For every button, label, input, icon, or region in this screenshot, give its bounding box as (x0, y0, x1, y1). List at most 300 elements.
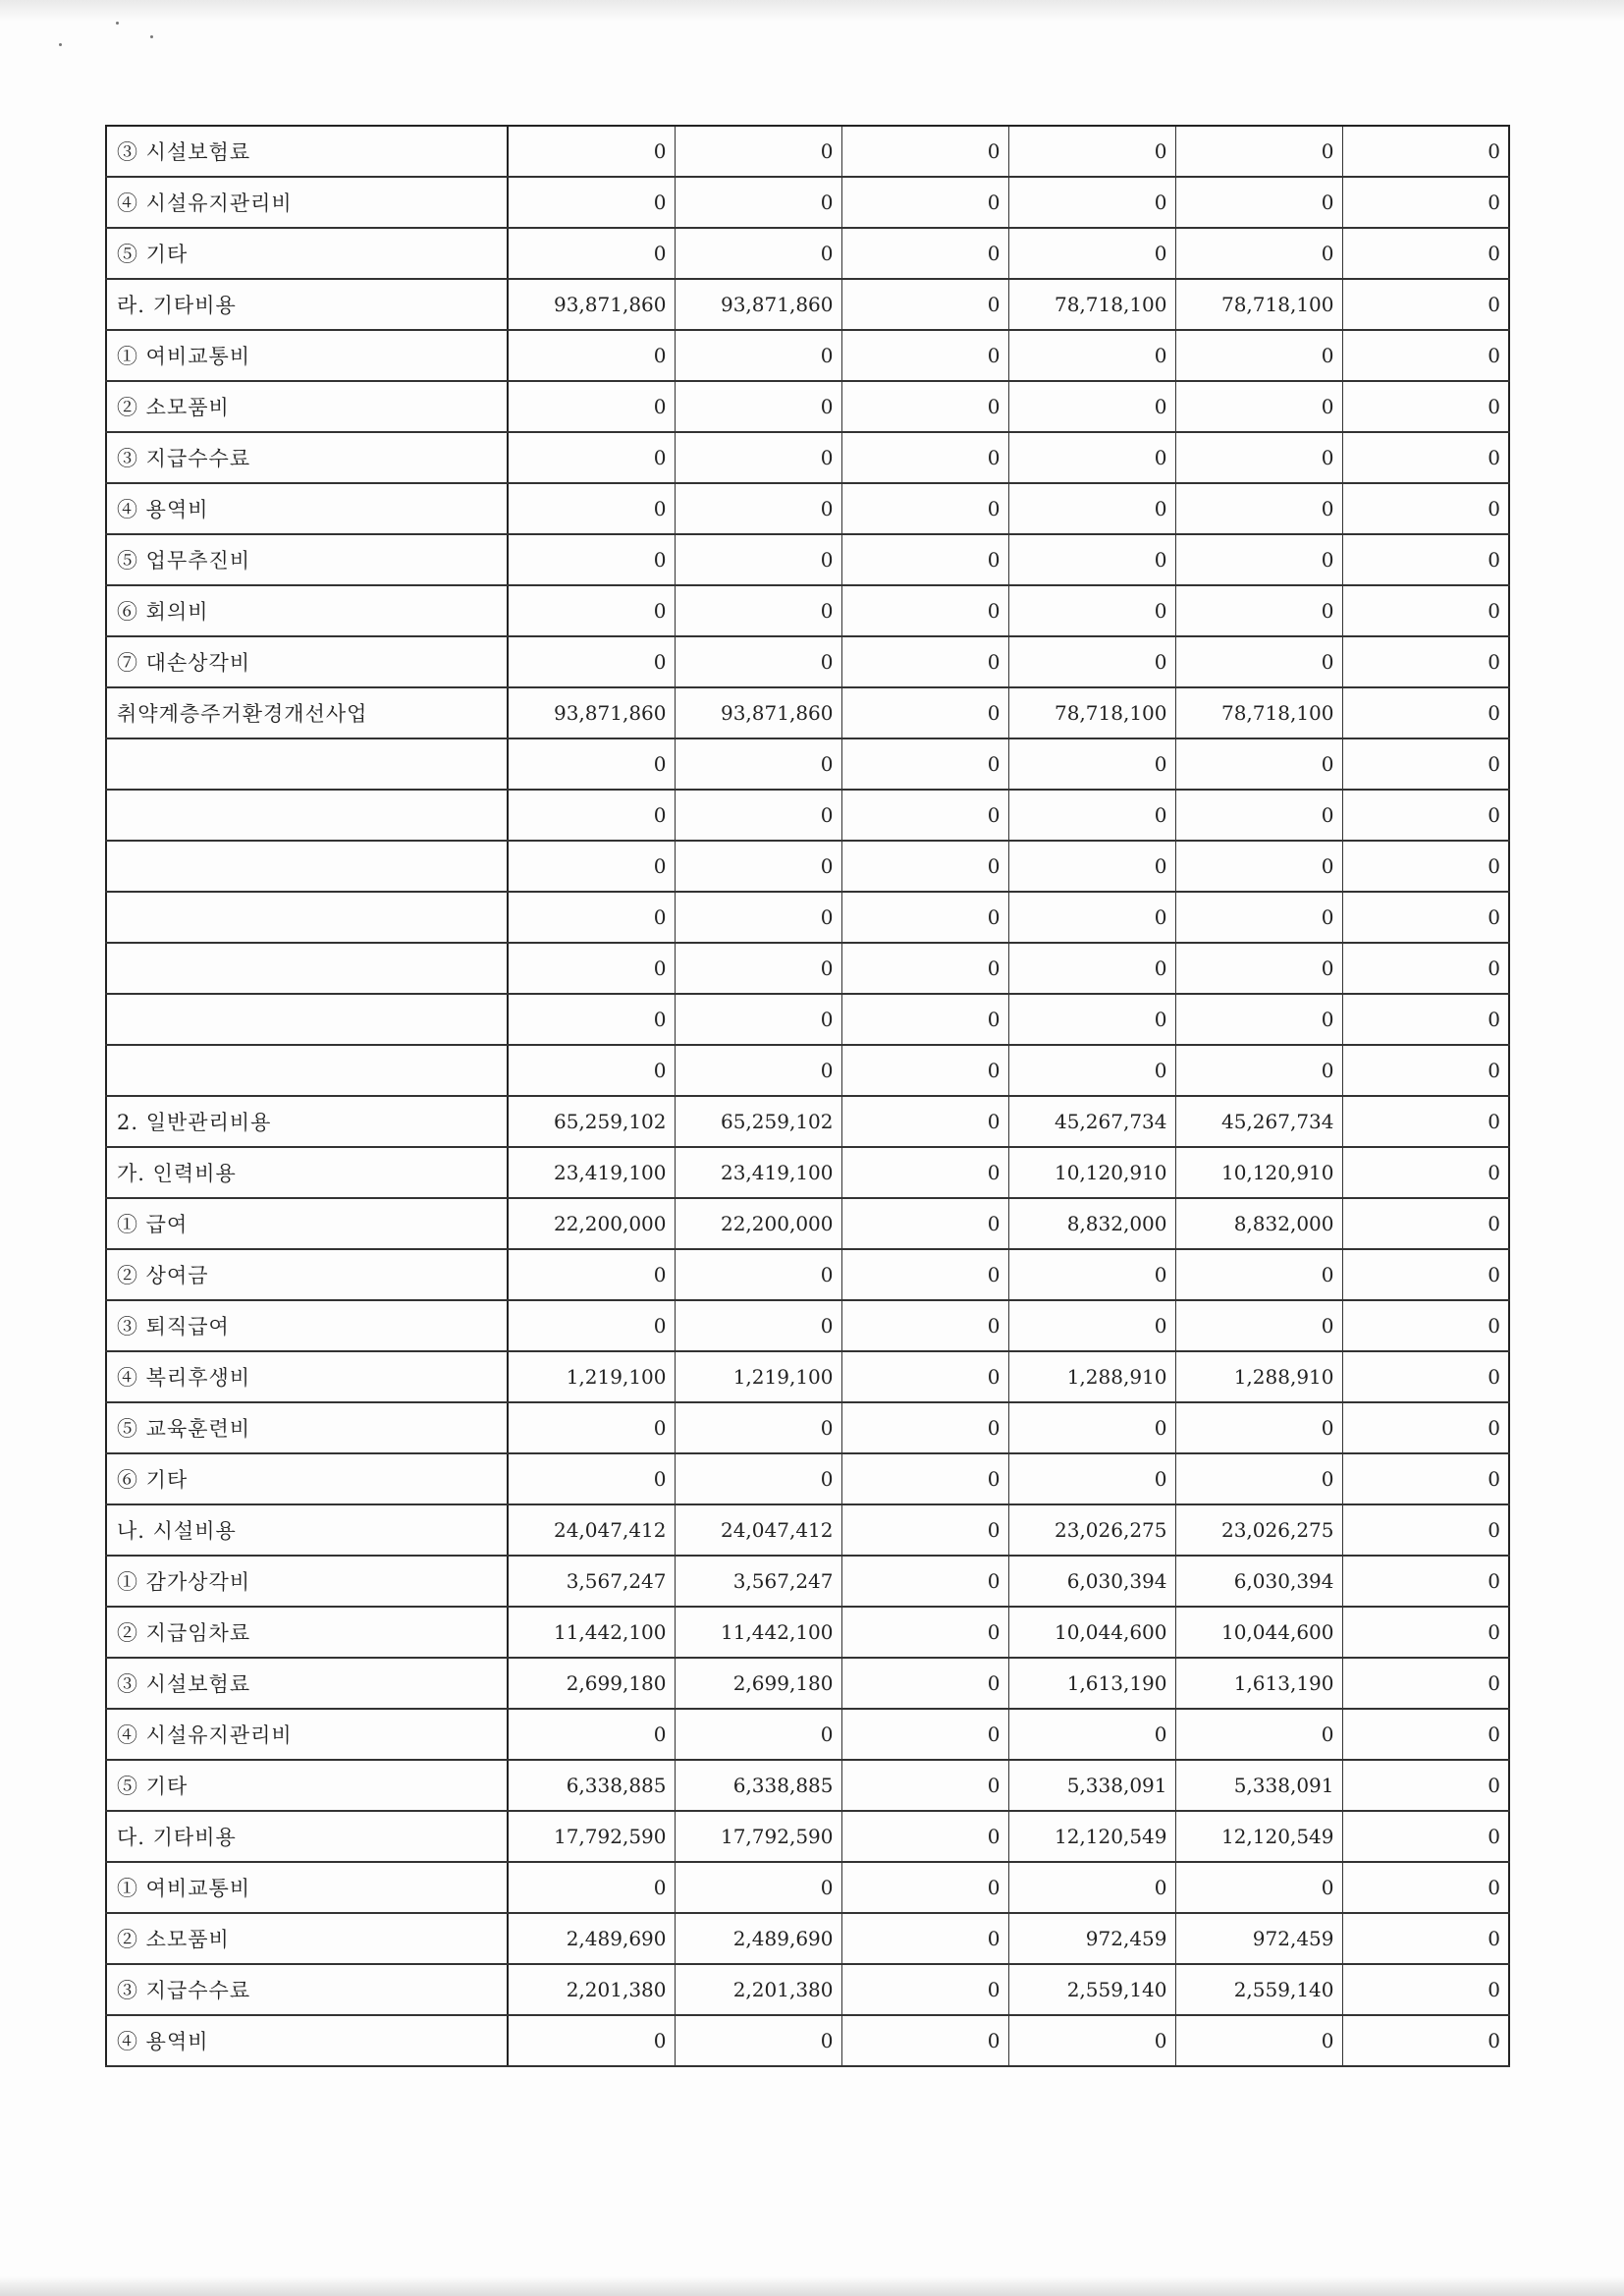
amount-cell: 6,338,885 (508, 1760, 675, 1811)
amount-cell: 0 (841, 1811, 1008, 1862)
amount-cell: 0 (508, 1862, 675, 1913)
amount-cell: 2,201,380 (508, 1964, 675, 2015)
amount-cell: 0 (841, 279, 1008, 330)
amount-cell: 0 (508, 381, 675, 432)
table-row (106, 841, 1509, 892)
amount-cell: 0 (675, 1045, 841, 1096)
row-label: ③ 지급수수료 (106, 432, 508, 483)
amount-cell: 0 (1175, 330, 1342, 381)
amount-cell: 0 (675, 483, 841, 534)
amount-cell: 0 (1008, 534, 1175, 585)
amount-cell: 0 (675, 738, 841, 790)
amount-cell: 0 (841, 790, 1008, 841)
amount-cell: 0 (1175, 483, 1342, 534)
amount-cell: 3,567,247 (675, 1556, 841, 1607)
amount-cell: 0 (508, 483, 675, 534)
row-label (106, 943, 508, 994)
amount-cell: 0 (1175, 585, 1342, 636)
amount-cell: 0 (675, 841, 841, 892)
amount-cell: 8,832,000 (1175, 1198, 1342, 1249)
amount-cell: 0 (508, 994, 675, 1045)
amount-cell: 0 (841, 943, 1008, 994)
amount-cell: 0 (1008, 994, 1175, 1045)
amount-cell: 0 (508, 534, 675, 585)
row-label (106, 738, 508, 790)
amount-cell: 23,026,275 (1008, 1504, 1175, 1556)
amount-cell: 0 (841, 432, 1008, 483)
amount-cell: 0 (1342, 1453, 1509, 1504)
amount-cell: 2,489,690 (508, 1913, 675, 1964)
amount-cell: 78,718,100 (1175, 279, 1342, 330)
amount-cell: 0 (508, 228, 675, 279)
row-label: ① 여비교통비 (106, 1862, 508, 1913)
amount-cell: 0 (508, 1453, 675, 1504)
row-label: ⑥ 회의비 (106, 585, 508, 636)
amount-cell: 0 (675, 381, 841, 432)
amount-cell: 0 (841, 636, 1008, 687)
amount-cell: 0 (1175, 177, 1342, 228)
amount-cell: 5,338,091 (1008, 1760, 1175, 1811)
scan-speck (150, 35, 153, 38)
amount-cell: 0 (1175, 534, 1342, 585)
table-row (106, 1760, 1509, 1811)
expense-ledger-table (105, 125, 1510, 2067)
row-label: ③ 퇴직급여 (106, 1300, 508, 1351)
amount-cell: 0 (1342, 228, 1509, 279)
amount-cell: 0 (1008, 1862, 1175, 1913)
amount-cell: 0 (675, 126, 841, 177)
table-row (106, 126, 1509, 177)
amount-cell: 0 (1342, 790, 1509, 841)
amount-cell: 0 (508, 2015, 675, 2066)
amount-cell: 0 (1175, 381, 1342, 432)
amount-cell: 0 (1008, 585, 1175, 636)
amount-cell: 0 (1175, 1453, 1342, 1504)
amount-cell: 0 (841, 1607, 1008, 1658)
amount-cell: 0 (1342, 1504, 1509, 1556)
amount-cell: 0 (508, 432, 675, 483)
amount-cell: 93,871,860 (675, 279, 841, 330)
amount-cell: 0 (1008, 1300, 1175, 1351)
amount-cell: 1,219,100 (508, 1351, 675, 1402)
amount-cell: 0 (841, 1045, 1008, 1096)
amount-cell: 0 (841, 1760, 1008, 1811)
table-row (106, 330, 1509, 381)
amount-cell: 0 (675, 790, 841, 841)
amount-cell: 2,559,140 (1175, 1964, 1342, 2015)
amount-cell: 0 (1175, 1862, 1342, 1913)
table-row (106, 1556, 1509, 1607)
amount-cell: 11,442,100 (675, 1607, 841, 1658)
amount-cell: 0 (841, 1147, 1008, 1198)
amount-cell: 0 (675, 330, 841, 381)
table-row (106, 1504, 1509, 1556)
amount-cell: 3,567,247 (508, 1556, 675, 1607)
amount-cell: 0 (841, 1453, 1008, 1504)
amount-cell: 0 (1342, 1607, 1509, 1658)
amount-cell: 0 (1175, 126, 1342, 177)
amount-cell: 0 (841, 1198, 1008, 1249)
amount-cell: 0 (508, 585, 675, 636)
amount-cell: 0 (675, 1453, 841, 1504)
table-row (106, 1913, 1509, 1964)
row-label: 취약계층주거환경개선사업 (106, 687, 508, 738)
table-row (106, 2015, 1509, 2066)
scan-shadow-bottom (0, 2276, 1624, 2296)
table-row (106, 687, 1509, 738)
amount-cell: 0 (1342, 1351, 1509, 1402)
amount-cell: 0 (841, 483, 1008, 534)
amount-cell: 93,871,860 (508, 279, 675, 330)
table-row (106, 1402, 1509, 1453)
amount-cell: 23,419,100 (675, 1147, 841, 1198)
amount-cell: 0 (1342, 892, 1509, 943)
table-row (106, 483, 1509, 534)
amount-cell: 0 (841, 1658, 1008, 1709)
table-row (106, 1964, 1509, 2015)
amount-cell: 10,044,600 (1008, 1607, 1175, 1658)
amount-cell: 0 (1342, 1709, 1509, 1760)
amount-cell: 0 (1342, 1811, 1509, 1862)
amount-cell: 0 (1175, 738, 1342, 790)
row-label: 가. 인력비용 (106, 1147, 508, 1198)
amount-cell: 0 (841, 1402, 1008, 1453)
amount-cell: 0 (1342, 841, 1509, 892)
amount-cell: 6,030,394 (1175, 1556, 1342, 1607)
amount-cell: 0 (1008, 1045, 1175, 1096)
amount-cell: 0 (1175, 1300, 1342, 1351)
amount-cell: 0 (508, 1249, 675, 1300)
amount-cell: 0 (675, 943, 841, 994)
amount-cell: 0 (508, 636, 675, 687)
amount-cell: 0 (1008, 636, 1175, 687)
amount-cell: 2,201,380 (675, 1964, 841, 2015)
amount-cell: 0 (675, 1300, 841, 1351)
amount-cell: 0 (1008, 330, 1175, 381)
table-row (106, 585, 1509, 636)
amount-cell: 0 (1008, 432, 1175, 483)
table-row (106, 279, 1509, 330)
amount-cell: 0 (1342, 1556, 1509, 1607)
amount-cell: 23,419,100 (508, 1147, 675, 1198)
table-row (106, 1453, 1509, 1504)
amount-cell: 0 (675, 1249, 841, 1300)
amount-cell: 0 (508, 738, 675, 790)
amount-cell: 0 (508, 1300, 675, 1351)
amount-cell: 11,442,100 (508, 1607, 675, 1658)
amount-cell: 2,699,180 (675, 1658, 841, 1709)
row-label: ④ 용역비 (106, 483, 508, 534)
amount-cell: 78,718,100 (1175, 687, 1342, 738)
amount-cell: 0 (841, 738, 1008, 790)
amount-cell: 0 (1175, 943, 1342, 994)
amount-cell: 17,792,590 (508, 1811, 675, 1862)
amount-cell: 0 (841, 177, 1008, 228)
scan-speck (116, 22, 119, 25)
amount-cell: 0 (1342, 279, 1509, 330)
amount-cell: 972,459 (1008, 1913, 1175, 1964)
table-row (106, 1249, 1509, 1300)
amount-cell: 93,871,860 (508, 687, 675, 738)
amount-cell: 0 (841, 1096, 1008, 1147)
row-label: ⑤ 기타 (106, 1760, 508, 1811)
amount-cell: 0 (841, 687, 1008, 738)
amount-cell: 0 (675, 1402, 841, 1453)
amount-cell: 0 (508, 790, 675, 841)
amount-cell: 2,699,180 (508, 1658, 675, 1709)
amount-cell: 0 (841, 1249, 1008, 1300)
amount-cell: 0 (1175, 892, 1342, 943)
amount-cell: 24,047,412 (508, 1504, 675, 1556)
amount-cell: 0 (1342, 687, 1509, 738)
table-row (106, 228, 1509, 279)
amount-cell: 1,613,190 (1008, 1658, 1175, 1709)
amount-cell: 0 (841, 1709, 1008, 1760)
amount-cell: 0 (1008, 738, 1175, 790)
amount-cell: 0 (675, 585, 841, 636)
amount-cell: 0 (508, 330, 675, 381)
row-label: ① 급여 (106, 1198, 508, 1249)
amount-cell: 0 (675, 432, 841, 483)
amount-cell: 0 (1175, 228, 1342, 279)
amount-cell: 24,047,412 (675, 1504, 841, 1556)
amount-cell: 0 (1008, 841, 1175, 892)
amount-cell: 0 (1175, 1402, 1342, 1453)
amount-cell: 0 (841, 994, 1008, 1045)
amount-cell: 45,267,734 (1175, 1096, 1342, 1147)
amount-cell: 0 (675, 994, 841, 1045)
table-row (106, 636, 1509, 687)
amount-cell: 0 (1175, 2015, 1342, 2066)
table-row (106, 1811, 1509, 1862)
amount-cell: 0 (508, 1045, 675, 1096)
amount-cell: 65,259,102 (508, 1096, 675, 1147)
row-label: ④ 시설유지관리비 (106, 177, 508, 228)
table-row (106, 1351, 1509, 1402)
amount-cell: 0 (1008, 228, 1175, 279)
amount-cell: 22,200,000 (508, 1198, 675, 1249)
table-row (106, 1709, 1509, 1760)
amount-cell: 0 (841, 841, 1008, 892)
row-label: ③ 시설보험료 (106, 126, 508, 177)
table-row (106, 432, 1509, 483)
amount-cell: 0 (1342, 1096, 1509, 1147)
amount-cell: 45,267,734 (1008, 1096, 1175, 1147)
amount-cell: 0 (841, 892, 1008, 943)
amount-cell: 0 (1342, 1249, 1509, 1300)
table-row (106, 943, 1509, 994)
table-row (106, 1096, 1509, 1147)
row-label: ③ 시설보험료 (106, 1658, 508, 1709)
table-row (106, 994, 1509, 1045)
amount-cell: 5,338,091 (1175, 1760, 1342, 1811)
amount-cell: 0 (1342, 330, 1509, 381)
amount-cell: 0 (675, 534, 841, 585)
amount-cell: 0 (1342, 1402, 1509, 1453)
row-label: ① 감가상각비 (106, 1556, 508, 1607)
amount-cell: 1,288,910 (1175, 1351, 1342, 1402)
amount-cell: 0 (675, 1862, 841, 1913)
amount-cell: 8,832,000 (1008, 1198, 1175, 1249)
amount-cell: 0 (1175, 994, 1342, 1045)
amount-cell: 0 (841, 1862, 1008, 1913)
amount-cell: 0 (1342, 381, 1509, 432)
amount-cell: 0 (508, 1709, 675, 1760)
amount-cell: 0 (1175, 841, 1342, 892)
amount-cell: 0 (1342, 994, 1509, 1045)
amount-cell: 0 (841, 1964, 1008, 2015)
amount-cell: 0 (1175, 1045, 1342, 1096)
amount-cell: 0 (1342, 2015, 1509, 2066)
amount-cell: 0 (1008, 1453, 1175, 1504)
amount-cell: 0 (1008, 1249, 1175, 1300)
row-label: 2. 일반관리비용 (106, 1096, 508, 1147)
amount-cell: 0 (508, 943, 675, 994)
table-row (106, 1658, 1509, 1709)
amount-cell: 2,489,690 (675, 1913, 841, 1964)
amount-cell: 0 (1342, 636, 1509, 687)
table-row (106, 1147, 1509, 1198)
amount-cell: 10,120,910 (1008, 1147, 1175, 1198)
amount-cell: 0 (841, 1351, 1008, 1402)
amount-cell: 0 (841, 534, 1008, 585)
amount-cell: 0 (1342, 1862, 1509, 1913)
amount-cell: 0 (1342, 1147, 1509, 1198)
amount-cell: 0 (1008, 381, 1175, 432)
row-label: 다. 기타비용 (106, 1811, 508, 1862)
amount-cell: 0 (841, 1556, 1008, 1607)
amount-cell: 12,120,549 (1008, 1811, 1175, 1862)
table-row (106, 790, 1509, 841)
table-row (106, 381, 1509, 432)
amount-cell: 2,559,140 (1008, 1964, 1175, 2015)
row-label: ④ 시설유지관리비 (106, 1709, 508, 1760)
row-label: ⑤ 기타 (106, 228, 508, 279)
amount-cell: 0 (508, 1402, 675, 1453)
amount-cell: 0 (675, 892, 841, 943)
row-label: ① 여비교통비 (106, 330, 508, 381)
amount-cell: 0 (841, 1504, 1008, 1556)
amount-cell: 0 (675, 228, 841, 279)
row-label: ② 소모품비 (106, 381, 508, 432)
amount-cell: 0 (1008, 943, 1175, 994)
amount-cell: 0 (1008, 790, 1175, 841)
amount-cell: 0 (1342, 1300, 1509, 1351)
amount-cell: 12,120,549 (1175, 1811, 1342, 1862)
table-row (106, 1300, 1509, 1351)
scan-shadow-top (0, 0, 1624, 22)
amount-cell: 0 (1008, 2015, 1175, 2066)
amount-cell: 0 (1342, 1045, 1509, 1096)
amount-cell: 0 (1175, 636, 1342, 687)
amount-cell: 0 (1008, 1709, 1175, 1760)
row-label: ③ 지급수수료 (106, 1964, 508, 2015)
amount-cell: 0 (1342, 483, 1509, 534)
table-row (106, 1198, 1509, 1249)
row-label (106, 994, 508, 1045)
amount-cell: 22,200,000 (675, 1198, 841, 1249)
amount-cell: 93,871,860 (675, 687, 841, 738)
row-label: ② 소모품비 (106, 1913, 508, 1964)
amount-cell: 0 (1342, 534, 1509, 585)
amount-cell: 0 (1342, 585, 1509, 636)
row-label: ⑦ 대손상각비 (106, 636, 508, 687)
amount-cell: 0 (1008, 177, 1175, 228)
amount-cell: 0 (1342, 432, 1509, 483)
amount-cell: 0 (675, 1709, 841, 1760)
amount-cell: 0 (1342, 1760, 1509, 1811)
amount-cell: 65,259,102 (675, 1096, 841, 1147)
amount-cell: 0 (508, 892, 675, 943)
amount-cell: 0 (508, 126, 675, 177)
row-label: ⑤ 교육훈련비 (106, 1402, 508, 1453)
amount-cell: 0 (1008, 892, 1175, 943)
row-label: ② 상여금 (106, 1249, 508, 1300)
amount-cell: 0 (508, 177, 675, 228)
amount-cell: 0 (1342, 1964, 1509, 2015)
scan-speck (59, 43, 62, 46)
amount-cell: 0 (841, 2015, 1008, 2066)
row-label (106, 790, 508, 841)
row-label (106, 1045, 508, 1096)
row-label: ⑥ 기타 (106, 1453, 508, 1504)
amount-cell: 0 (1342, 738, 1509, 790)
table-row (106, 1862, 1509, 1913)
amount-cell: 0 (1008, 483, 1175, 534)
amount-cell: 0 (841, 585, 1008, 636)
amount-cell: 10,044,600 (1175, 1607, 1342, 1658)
amount-cell: 78,718,100 (1008, 687, 1175, 738)
amount-cell: 0 (1008, 1402, 1175, 1453)
amount-cell: 0 (675, 177, 841, 228)
amount-cell: 6,338,885 (675, 1760, 841, 1811)
amount-cell: 0 (1008, 126, 1175, 177)
amount-cell: 6,030,394 (1008, 1556, 1175, 1607)
amount-cell: 0 (675, 636, 841, 687)
table-row (106, 1607, 1509, 1658)
amount-cell: 0 (508, 841, 675, 892)
amount-cell: 1,613,190 (1175, 1658, 1342, 1709)
amount-cell: 0 (841, 1913, 1008, 1964)
amount-cell: 1,219,100 (675, 1351, 841, 1402)
amount-cell: 972,459 (1175, 1913, 1342, 1964)
amount-cell: 0 (1342, 1913, 1509, 1964)
row-label (106, 841, 508, 892)
amount-cell: 23,026,275 (1175, 1504, 1342, 1556)
amount-cell: 0 (1175, 1709, 1342, 1760)
amount-cell: 0 (1342, 177, 1509, 228)
amount-cell: 0 (1342, 126, 1509, 177)
ledger-body (106, 126, 1509, 2066)
table-row (106, 1045, 1509, 1096)
row-label: ④ 용역비 (106, 2015, 508, 2066)
amount-cell: 0 (841, 330, 1008, 381)
amount-cell: 0 (675, 2015, 841, 2066)
row-label: ④ 복리후생비 (106, 1351, 508, 1402)
row-label (106, 892, 508, 943)
table-row (106, 177, 1509, 228)
amount-cell: 1,288,910 (1008, 1351, 1175, 1402)
amount-cell: 0 (1342, 943, 1509, 994)
table-row (106, 738, 1509, 790)
row-label: 라. 기타비용 (106, 279, 508, 330)
amount-cell: 78,718,100 (1008, 279, 1175, 330)
amount-cell: 0 (1175, 1249, 1342, 1300)
amount-cell: 0 (841, 228, 1008, 279)
amount-cell: 0 (841, 1300, 1008, 1351)
row-label: ② 지급임차료 (106, 1607, 508, 1658)
table-row (106, 534, 1509, 585)
